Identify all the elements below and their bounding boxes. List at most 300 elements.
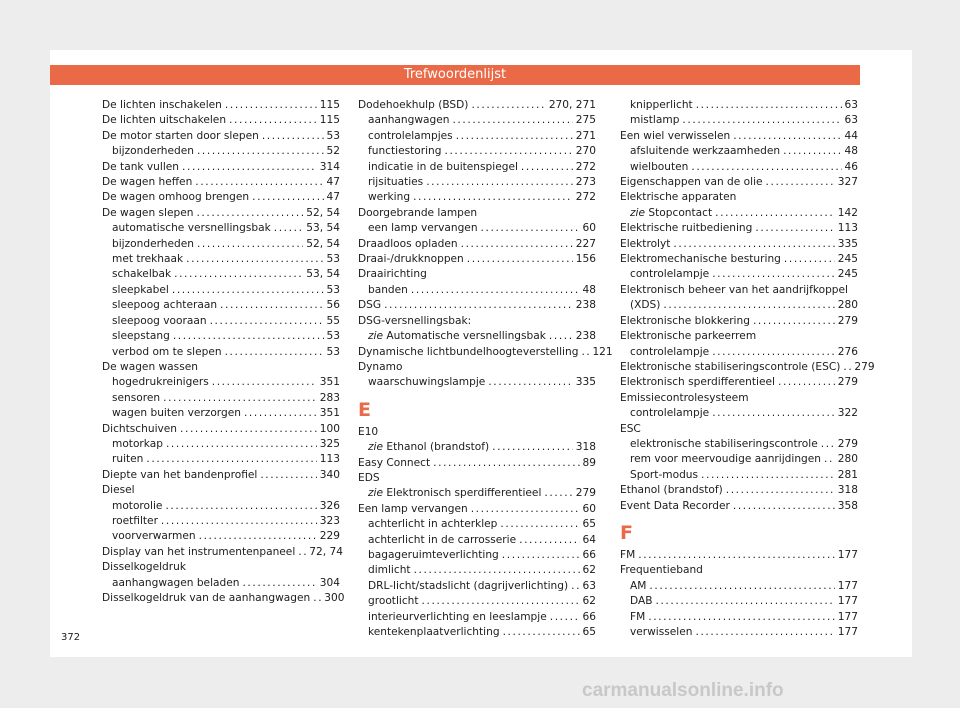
leader-dots: [712, 267, 835, 282]
entry-page: 177: [837, 595, 858, 608]
leader-dots: [146, 452, 316, 467]
index-subentry: [102, 375, 340, 390]
leader-dots: [824, 452, 835, 467]
index-subentry: [358, 563, 596, 578]
entry-page: 272: [575, 160, 596, 173]
index-entry: [620, 391, 858, 406]
entry-term: wagen buiten verzorgen: [112, 407, 241, 420]
entry-page: 52: [326, 145, 340, 158]
leader-dots: [452, 113, 572, 128]
index-subentry: [358, 160, 596, 175]
leader-dots: [638, 548, 835, 563]
entry-term: voorverwarmen: [112, 530, 196, 543]
entry-term: sleepstang: [112, 330, 170, 343]
index-subentry: [620, 144, 858, 159]
entry-term: rijsituaties: [368, 176, 424, 189]
leader-dots: [488, 375, 572, 390]
entry-page: 66: [582, 548, 596, 561]
entry-term: sensoren: [112, 391, 161, 404]
entry-page: 238: [575, 299, 596, 312]
leader-dots: [229, 113, 317, 128]
entry-term: [368, 440, 489, 455]
leader-dots: [581, 345, 589, 360]
index-subentry: [358, 129, 596, 144]
index-subentry: [102, 529, 340, 544]
leader-dots: [195, 175, 323, 190]
index-subentry: [620, 437, 858, 452]
index-column-2: [358, 98, 613, 640]
index-entry: [102, 160, 340, 175]
leader-dots: [173, 329, 324, 344]
entry-term: functiestoring: [368, 145, 442, 158]
leader-dots: [210, 314, 324, 329]
leader-dots: [715, 206, 835, 221]
entry-term: ruiten: [112, 453, 144, 466]
entry-page: 66: [582, 610, 596, 623]
index-entry: [620, 499, 858, 514]
leader-dots: [733, 129, 841, 144]
entry-page: 47: [326, 191, 340, 204]
entry-page: 62: [582, 595, 596, 608]
leader-dots: [414, 563, 580, 578]
leader-dots: [225, 98, 317, 113]
leader-dots: [502, 548, 580, 563]
entry-term: banden: [368, 283, 408, 296]
leader-dots: [492, 440, 573, 455]
entry-page: 44: [844, 129, 858, 142]
entry-term-text: Automatische versnellingsbak: [386, 330, 546, 343]
entry-page: 63: [844, 99, 858, 111]
leader-dots: [649, 579, 834, 594]
entry-term: achterlicht in achterklep: [368, 518, 498, 531]
entry-term: een lamp vervangen: [368, 222, 478, 235]
entry-term: Dichtschuiven: [102, 422, 178, 435]
index-subentry: [620, 160, 858, 175]
leader-dots: [161, 514, 317, 529]
index-subentry: [102, 267, 340, 282]
entry-page: 113: [837, 222, 858, 235]
index-subentry: [620, 206, 858, 221]
entry-term: met trekhaak: [112, 253, 184, 266]
entry-page: 272: [575, 191, 596, 204]
entry-page: 65: [582, 518, 596, 531]
index-subentry: [102, 345, 340, 360]
index-entry: [102, 98, 340, 113]
index-entry: [620, 221, 858, 236]
index-subentry: [102, 221, 340, 236]
see-reference: zie: [368, 487, 384, 500]
entry-page: 47: [326, 176, 340, 189]
leader-dots: [712, 345, 835, 360]
entry-term: interieurverlichting en leeslampje: [368, 610, 547, 623]
index-entry: [358, 267, 596, 282]
entry-page: 55: [326, 314, 340, 327]
index-subentry: [358, 375, 596, 390]
entry-page: 89: [582, 456, 596, 469]
entry-term: De lichten inschakelen: [102, 99, 222, 111]
index-column-1: [102, 98, 345, 606]
entry-term: kentekenplaatverlichting: [368, 626, 500, 638]
entry-term: Sport-modus: [630, 468, 699, 481]
entry-page: 115: [319, 99, 340, 111]
entry-term: De wagen slepen: [102, 206, 194, 219]
leader-dots: [663, 298, 834, 313]
leader-dots: [733, 499, 835, 514]
entry-term: ESC: [620, 422, 641, 435]
index-subentry: [102, 237, 340, 252]
leader-dots: [691, 160, 841, 175]
leader-dots: [843, 360, 851, 375]
entry-page: 270, 271: [548, 99, 596, 111]
entry-term: Display van het instrumentenpaneel: [102, 545, 296, 558]
entry-term: Elektronische blokkering: [620, 314, 750, 327]
leader-dots: [445, 144, 573, 159]
entry-term: Diepte van het bandenprofiel: [102, 468, 258, 481]
entry-term: sleepkabel: [112, 283, 169, 296]
leader-dots: [696, 98, 842, 113]
entry-page: 279: [575, 487, 596, 500]
index-subentry: [620, 610, 858, 625]
leader-dots: [544, 486, 572, 501]
leader-dots: [521, 160, 573, 175]
leader-dots: [196, 206, 303, 221]
entry-page: 318: [575, 441, 596, 454]
index-entry: [620, 360, 875, 375]
index-subentry: [102, 576, 340, 591]
entry-term: Elektrische ruitbediening: [620, 222, 753, 235]
entry-term: De wagen omhoog brengen: [102, 191, 250, 204]
entry-term: DRL-licht/stadslicht (dagrijverlichting): [368, 579, 569, 592]
entry-term: Ethanol (brandstof): [620, 484, 723, 497]
entry-term: grootlicht: [368, 595, 419, 608]
index-subentry: [620, 406, 858, 421]
entry-term: DAB: [630, 595, 653, 608]
index-subentry: [102, 252, 340, 267]
entry-term: rem voor meervoudige aanrijdingen: [630, 453, 822, 466]
leader-dots: [712, 406, 835, 421]
index-entry: [358, 345, 613, 360]
entry-term: Dynamo: [358, 360, 403, 373]
index-subentry: [102, 406, 340, 421]
entry-term: controlelampjes: [368, 129, 453, 142]
index-subentry: [358, 221, 596, 236]
leader-dots: [252, 190, 323, 205]
entry-term: Event Data Recorder: [620, 499, 730, 512]
index-subentry: [358, 113, 596, 128]
index-subentry: [102, 283, 340, 298]
index-entry: [102, 560, 340, 575]
index-entry: [358, 471, 596, 486]
entry-term: verbod om te slepen: [112, 345, 222, 358]
entry-term: controlelampje: [630, 407, 710, 420]
leader-dots: [821, 437, 835, 452]
section-letter: F: [620, 521, 633, 544]
leader-dots: [166, 437, 317, 452]
index-subentry: [358, 283, 596, 298]
entry-page: 113: [319, 453, 340, 466]
entry-page: 53, 54: [306, 268, 340, 281]
leader-dots: [197, 237, 303, 252]
entry-term: Elektronisch beheer van het aandrijfkoppel: [620, 283, 848, 296]
entry-page: 273: [575, 176, 596, 189]
entry-term: Diesel: [102, 484, 135, 497]
entry-term: roetfilter: [112, 514, 158, 527]
index-entry: [358, 98, 596, 113]
index-entry: [620, 329, 858, 344]
entry-page: 325: [319, 437, 340, 450]
index-subentry: [620, 468, 858, 483]
entry-page: 245: [837, 268, 858, 281]
entry-term: Elektronische parkeerrem: [620, 330, 757, 343]
index-subentry: [102, 514, 340, 529]
entry-page: 279: [837, 437, 858, 450]
entry-term: elektronische stabiliseringscontrole: [630, 437, 818, 450]
index-entry: [620, 190, 858, 205]
index-entry: [358, 298, 596, 313]
leader-dots: [274, 221, 304, 236]
leader-dots: [571, 579, 579, 594]
entry-page: 351: [319, 376, 340, 389]
entry-term: Disselkogeldruk: [102, 561, 186, 574]
index-subentry: [358, 625, 596, 640]
entry-page: 53: [326, 253, 340, 266]
watermark: carmanualsonline.info: [582, 680, 784, 701]
entry-term: Een wiel verwisselen: [620, 129, 731, 142]
entry-page: 60: [582, 222, 596, 235]
leader-dots: [456, 129, 573, 144]
index-entry: [358, 237, 596, 252]
leader-dots: [461, 237, 573, 252]
leader-dots: [411, 283, 580, 298]
section-letter: E: [358, 398, 371, 421]
entry-term: [368, 329, 546, 344]
entry-term: motorolie: [112, 499, 163, 512]
index-subentry: [620, 594, 858, 609]
entry-term: EDS: [358, 471, 380, 484]
index-entry: [102, 422, 340, 437]
entry-term: Dodehoekhulp (BSD): [358, 99, 469, 111]
index-entry: [102, 591, 345, 606]
entry-page: 314: [319, 160, 340, 173]
leader-dots: [682, 113, 841, 128]
index-entry: [620, 375, 858, 390]
entry-page: 56: [326, 299, 340, 312]
entry-page: 358: [837, 499, 858, 512]
entry-page: 177: [837, 548, 858, 561]
leader-dots: [244, 406, 317, 421]
entry-term: Emissiecontrolesysteem: [620, 391, 749, 404]
index-subentry: [358, 144, 596, 159]
entry-term: Draai-/drukknoppen: [358, 253, 464, 266]
index-entry: [620, 283, 858, 298]
leader-dots: [673, 237, 834, 252]
index-entry: [620, 548, 858, 563]
entry-page: 279: [854, 360, 875, 373]
entry-term: waarschuwingslampje: [368, 376, 486, 389]
index-subentry: [102, 452, 340, 467]
index-entry: [358, 425, 596, 440]
entry-page: 283: [319, 391, 340, 404]
index-subentry: [620, 267, 858, 282]
leader-dots: [212, 375, 317, 390]
entry-term: sleepoog achteraan: [112, 299, 218, 312]
index-entry: [358, 206, 596, 221]
leader-dots: [481, 221, 580, 236]
index-entry: [620, 314, 858, 329]
index-subentry: [358, 610, 596, 625]
leader-dots: [503, 625, 580, 640]
leader-dots: [262, 129, 324, 144]
index-subentry: [358, 533, 596, 548]
leader-dots: [656, 594, 835, 609]
leader-dots: [500, 517, 579, 532]
leader-dots: [172, 283, 324, 298]
entry-term: Doorgebrande lampen: [358, 206, 478, 219]
entry-term: bijzonderheden: [112, 237, 194, 250]
entry-page: 142: [837, 206, 858, 219]
entry-term: Dynamische lichtbundelhoogteverstelling: [358, 345, 579, 358]
leader-dots: [755, 221, 834, 236]
entry-page: 156: [575, 253, 596, 266]
index-subentry: [358, 486, 596, 501]
entry-term: wielbouten: [630, 160, 689, 173]
index-subentry: [358, 440, 596, 455]
entry-page: 177: [837, 626, 858, 638]
index-entry: [102, 545, 343, 560]
entry-page: 63: [582, 579, 596, 592]
index-subentry: [102, 437, 340, 452]
index-entry: [102, 206, 340, 221]
index-subentry: [102, 314, 340, 329]
entry-term: De wagen wassen: [102, 360, 198, 373]
index-subentry: [620, 452, 858, 467]
entry-page: 53: [326, 330, 340, 343]
leader-dots: [471, 502, 580, 517]
entry-term: werking: [368, 191, 411, 204]
leader-dots: [313, 591, 321, 606]
entry-page: 318: [837, 484, 858, 497]
entry-page: 335: [575, 376, 596, 389]
entry-page: 280: [837, 453, 858, 466]
entry-page: 46: [844, 160, 858, 173]
entry-term-text: Elektronisch sperdifferentieel: [386, 487, 542, 500]
entry-term: bijzonderheden: [112, 145, 194, 158]
entry-page: 327: [837, 176, 858, 189]
entry-page: 100: [319, 422, 340, 435]
entry-term: Draadloos opladen: [358, 237, 458, 250]
index-subentry: [620, 625, 858, 640]
entry-page: 65: [582, 626, 596, 638]
index-subentry: [358, 579, 596, 594]
leader-dots: [384, 298, 573, 313]
entry-term: indicatie in de buitenspiegel: [368, 160, 518, 173]
entry-term: dimlicht: [368, 564, 411, 577]
entry-term: DSG: [358, 299, 382, 312]
leader-dots: [422, 594, 580, 609]
entry-term: AM: [630, 579, 647, 592]
entry-term: Easy Connect: [358, 456, 431, 469]
entry-term: achterlicht in de carrosserie: [368, 533, 517, 546]
entry-page: 351: [319, 407, 340, 420]
entry-page: 275: [575, 114, 596, 127]
entry-term: E10: [358, 425, 379, 438]
entry-page: 326: [319, 499, 340, 512]
entry-page: 64: [582, 533, 596, 546]
entry-term: aanhangwagen beladen: [112, 576, 240, 589]
entry-page: 53: [326, 345, 340, 358]
entry-page: 323: [319, 514, 340, 527]
index-subentry: [102, 298, 340, 313]
entry-term: DSG-versnellingsbak:: [358, 314, 472, 327]
index-subentry: [102, 499, 340, 514]
index-entry: [102, 468, 340, 483]
index-entry: [102, 483, 340, 498]
entry-page: 227: [575, 237, 596, 250]
entry-term: (XDS): [630, 299, 661, 312]
entry-term: Elektronische stabiliseringscontrole (ESC): [620, 360, 841, 373]
leader-dots: [426, 175, 573, 190]
index-subentry: [358, 548, 596, 563]
entry-page: 48: [582, 283, 596, 296]
leader-dots: [766, 175, 835, 190]
see-reference: zie: [368, 330, 384, 343]
entry-term: hogedrukreinigers: [112, 376, 209, 389]
entry-term: bagageruimteverlichting: [368, 548, 499, 561]
leader-dots: [648, 610, 835, 625]
entry-term: mistlamp: [630, 114, 680, 127]
entry-page: 335: [837, 237, 858, 250]
leader-dots: [783, 144, 841, 159]
leader-dots: [186, 252, 323, 267]
entry-term: schakelbak: [112, 268, 172, 281]
entry-term: motorkap: [112, 437, 163, 450]
leader-dots: [467, 252, 573, 267]
entry-term: De lichten uitschakelen: [102, 114, 227, 127]
index-subentry: [620, 579, 858, 594]
index-entry: [358, 456, 596, 471]
index-entry: [102, 113, 340, 128]
entry-term-text: Ethanol (brandstof): [386, 441, 490, 454]
entry-term-text: Stopcontact: [648, 206, 713, 219]
index-subentry: [358, 517, 596, 532]
index-subentry: [620, 113, 858, 128]
entry-page: 177: [837, 579, 858, 592]
entry-term: aanhangwagen: [368, 114, 450, 127]
leader-dots: [225, 345, 324, 360]
entry-term: knipperlicht: [630, 99, 693, 111]
entry-page: 52, 54: [306, 237, 340, 250]
entry-page: 322: [837, 407, 858, 420]
index-entry: [102, 190, 340, 205]
index-entry: [102, 360, 340, 375]
entry-term: De tank vullen: [102, 160, 180, 173]
entry-page: 245: [837, 253, 858, 266]
leader-dots: [298, 545, 306, 560]
index-subentry: [620, 345, 858, 360]
page-title: Trefwoordenlijst: [50, 65, 860, 85]
leader-dots: [199, 529, 317, 544]
leader-dots: [784, 252, 835, 267]
leader-dots: [753, 314, 835, 329]
index-entry: [358, 314, 596, 329]
entry-term: verwisselen: [630, 626, 693, 638]
index-entry: [358, 252, 596, 267]
entry-page: 72, 74: [309, 545, 343, 558]
entry-page: 229: [319, 530, 340, 543]
entry-page: 121: [592, 345, 613, 358]
entry-term: Elektromechanische besturing: [620, 253, 781, 266]
entry-term: Draairichting: [358, 268, 427, 281]
